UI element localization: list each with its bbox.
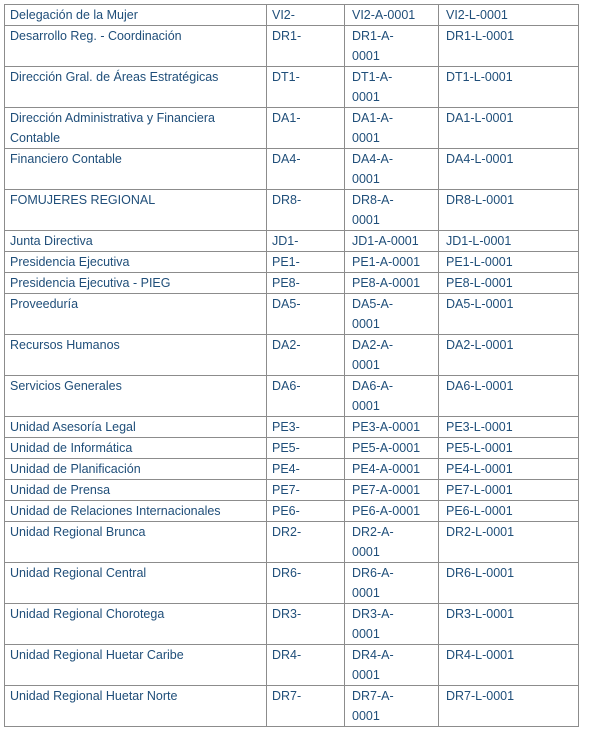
table-row xyxy=(5,645,579,686)
table-row xyxy=(5,459,579,480)
table-row xyxy=(5,67,579,108)
a-code-cell: DA1-A- 0001 xyxy=(345,108,439,149)
a-code-cell: PE4-A-0001 xyxy=(345,459,439,480)
unit-name-cell: Unidad de Relaciones Internacionales xyxy=(5,501,267,522)
table-row xyxy=(5,294,579,335)
table-row xyxy=(5,604,579,645)
unit-name-cell: Recursos Humanos xyxy=(5,335,267,376)
table-row xyxy=(5,149,579,190)
l-code-cell: PE6-L-0001 xyxy=(439,501,579,522)
a-code-cell: DR1-A- 0001 xyxy=(345,26,439,67)
prefix-cell: DR8- xyxy=(267,190,345,231)
l-code-cell: DR8-L-0001 xyxy=(439,190,579,231)
a-code-cell: DR6-A- 0001 xyxy=(345,563,439,604)
unit-name-cell: Proveeduría xyxy=(5,294,267,335)
l-code-cell: VI2-L-0001 xyxy=(439,5,579,26)
l-code-cell: PE3-L-0001 xyxy=(439,417,579,438)
l-code-cell: PE8-L-0001 xyxy=(439,273,579,294)
unit-name-cell: Servicios Generales xyxy=(5,376,267,417)
prefix-cell: PE4- xyxy=(267,459,345,480)
table-row xyxy=(5,563,579,604)
l-code-cell: DA5-L-0001 xyxy=(439,294,579,335)
prefix-cell: DR1- xyxy=(267,26,345,67)
unit-name-cell: Unidad de Planificación xyxy=(5,459,267,480)
table-row xyxy=(5,501,579,522)
a-code-cell: JD1-A-0001 xyxy=(345,231,439,252)
prefix-cell: DR6- xyxy=(267,563,345,604)
a-code-cell: DR7-A- 0001 xyxy=(345,686,439,727)
a-code-cell: DT1-A- 0001 xyxy=(345,67,439,108)
l-code-cell: DR1-L-0001 xyxy=(439,26,579,67)
table-row xyxy=(5,376,579,417)
l-code-cell: DA4-L-0001 xyxy=(439,149,579,190)
prefix-cell: JD1- xyxy=(267,231,345,252)
l-code-cell: DT1-L-0001 xyxy=(439,67,579,108)
table-row xyxy=(5,480,579,501)
unit-name-cell: Presidencia Ejecutiva xyxy=(5,252,267,273)
prefix-cell: DA4- xyxy=(267,149,345,190)
table-row xyxy=(5,108,579,149)
a-code-cell: DA5-A- 0001 xyxy=(345,294,439,335)
a-code-cell: DR2-A- 0001 xyxy=(345,522,439,563)
a-code-cell: PE6-A-0001 xyxy=(345,501,439,522)
table-row xyxy=(5,190,579,231)
prefix-cell: PE1- xyxy=(267,252,345,273)
l-code-cell: PE5-L-0001 xyxy=(439,438,579,459)
prefix-cell: DA5- xyxy=(267,294,345,335)
prefix-cell: DR4- xyxy=(267,645,345,686)
table-row xyxy=(5,417,579,438)
l-code-cell: JD1-L-0001 xyxy=(439,231,579,252)
prefix-cell: DR3- xyxy=(267,604,345,645)
l-code-cell: PE7-L-0001 xyxy=(439,480,579,501)
table-row xyxy=(5,252,579,273)
l-code-cell: DR6-L-0001 xyxy=(439,563,579,604)
unit-name-cell: Presidencia Ejecutiva - PIEG xyxy=(5,273,267,294)
a-code-cell: DR3-A- 0001 xyxy=(345,604,439,645)
prefix-cell: DA6- xyxy=(267,376,345,417)
l-code-cell: DA1-L-0001 xyxy=(439,108,579,149)
a-code-cell: PE7-A-0001 xyxy=(345,480,439,501)
unit-name-cell: Unidad Regional Huetar Norte xyxy=(5,686,267,727)
a-code-cell: PE1-A-0001 xyxy=(345,252,439,273)
l-code-cell: PE1-L-0001 xyxy=(439,252,579,273)
prefix-cell: DA2- xyxy=(267,335,345,376)
l-code-cell: DA6-L-0001 xyxy=(439,376,579,417)
unit-name-cell: Unidad de Prensa xyxy=(5,480,267,501)
l-code-cell: DA2-L-0001 xyxy=(439,335,579,376)
table-row xyxy=(5,522,579,563)
a-code-cell: VI2-A-0001 xyxy=(345,5,439,26)
unit-codes-table xyxy=(4,4,579,727)
table-body xyxy=(5,5,579,727)
a-code-cell: DA4-A- 0001 xyxy=(345,149,439,190)
unit-name-cell: Desarrollo Reg. - Coordinación xyxy=(5,26,267,67)
prefix-cell: PE3- xyxy=(267,417,345,438)
prefix-cell: VI2- xyxy=(267,5,345,26)
prefix-cell: DR2- xyxy=(267,522,345,563)
unit-name-cell: Junta Directiva xyxy=(5,231,267,252)
l-code-cell: DR7-L-0001 xyxy=(439,686,579,727)
a-code-cell: DR8-A- 0001 xyxy=(345,190,439,231)
unit-name-cell: Unidad Asesoría Legal xyxy=(5,417,267,438)
prefix-cell: PE8- xyxy=(267,273,345,294)
prefix-cell: DT1- xyxy=(267,67,345,108)
prefix-cell: PE7- xyxy=(267,480,345,501)
a-code-cell: DA2-A- 0001 xyxy=(345,335,439,376)
unit-name-cell: Unidad Regional Huetar Caribe xyxy=(5,645,267,686)
prefix-cell: PE6- xyxy=(267,501,345,522)
a-code-cell: DA6-A- 0001 xyxy=(345,376,439,417)
l-code-cell: PE4-L-0001 xyxy=(439,459,579,480)
a-code-cell: DR4-A- 0001 xyxy=(345,645,439,686)
unit-name-cell: Dirección Administrativa y Financiera Contable xyxy=(5,108,267,149)
a-code-cell: PE8-A-0001 xyxy=(345,273,439,294)
unit-name-cell: Dirección Gral. de Áreas Estratégicas xyxy=(5,67,267,108)
table-row xyxy=(5,5,579,26)
prefix-cell: DR7- xyxy=(267,686,345,727)
unit-name-cell: Financiero Contable xyxy=(5,149,267,190)
table-row xyxy=(5,686,579,727)
prefix-cell: DA1- xyxy=(267,108,345,149)
table-row xyxy=(5,26,579,67)
table-row xyxy=(5,335,579,376)
a-code-cell: PE3-A-0001 xyxy=(345,417,439,438)
l-code-cell: DR2-L-0001 xyxy=(439,522,579,563)
unit-name-cell: Unidad Regional Chorotega xyxy=(5,604,267,645)
unit-name-cell: Unidad Regional Brunca xyxy=(5,522,267,563)
prefix-cell: PE5- xyxy=(267,438,345,459)
document-page xyxy=(4,4,579,727)
unit-name-cell: Unidad de Informática xyxy=(5,438,267,459)
unit-name-cell: Delegación de la Mujer xyxy=(5,5,267,26)
a-code-cell: PE5-A-0001 xyxy=(345,438,439,459)
unit-name-cell: Unidad Regional Central xyxy=(5,563,267,604)
table-row xyxy=(5,231,579,252)
table-row xyxy=(5,273,579,294)
l-code-cell: DR3-L-0001 xyxy=(439,604,579,645)
unit-name-cell: FOMUJERES REGIONAL xyxy=(5,190,267,231)
table-row xyxy=(5,438,579,459)
l-code-cell: DR4-L-0001 xyxy=(439,645,579,686)
